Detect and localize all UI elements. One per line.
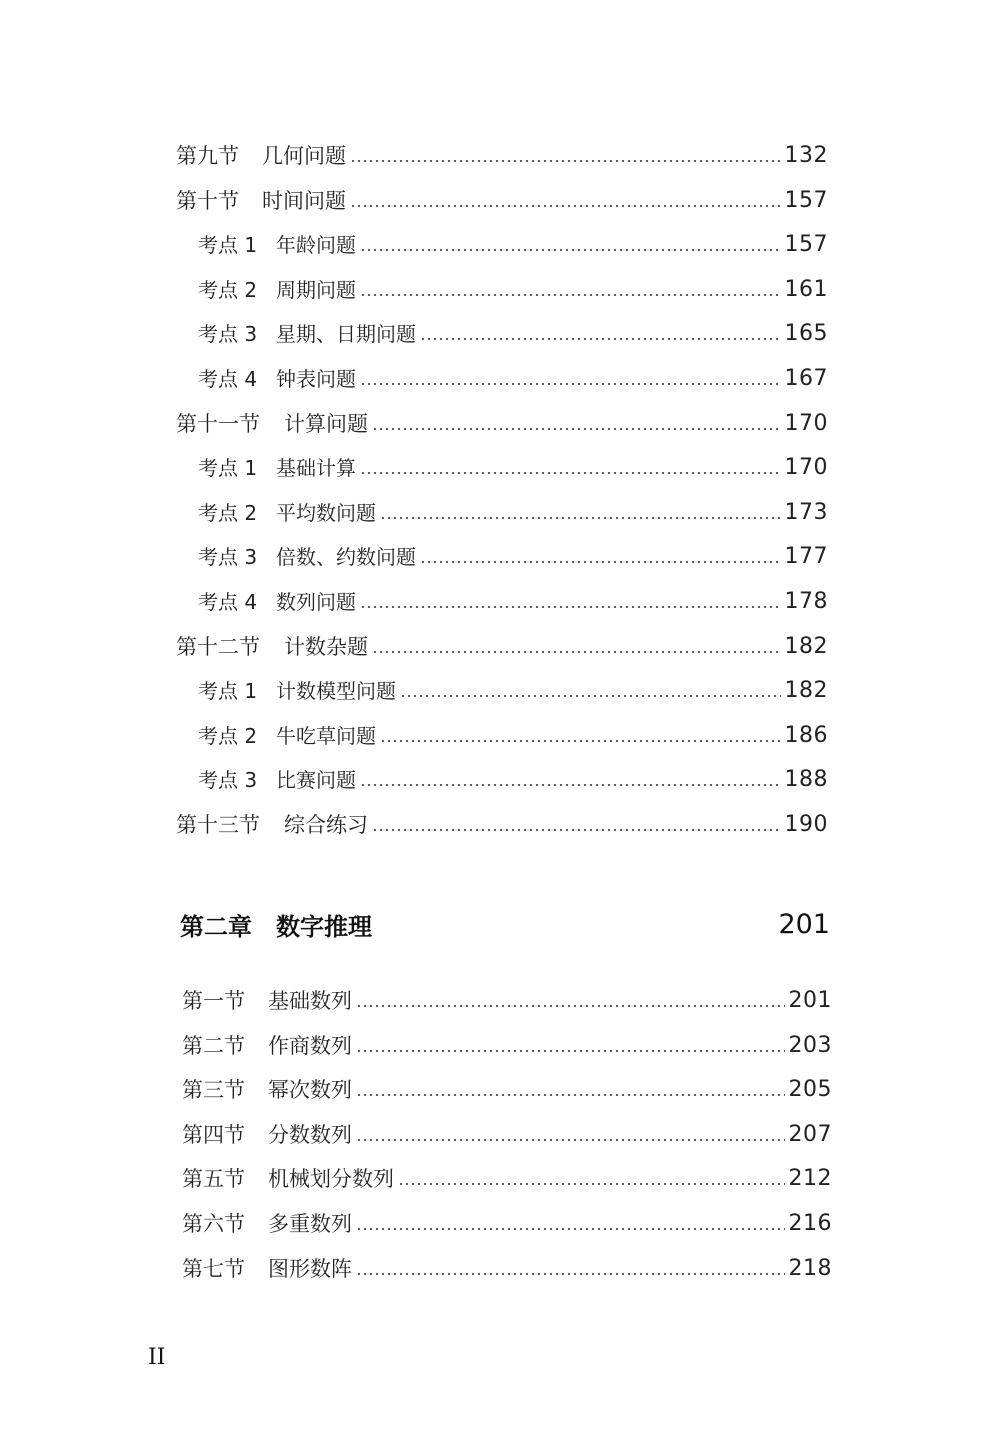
toc-entry [182,1159,832,1191]
toc-entry-page: 188 [784,767,828,793]
toc-entry-title: 计数杂题 [284,634,368,659]
toc-subentry [198,760,828,792]
dot-leader [398,1183,785,1185]
toc-entry-number: 考点 4 [198,590,258,614]
toc-entry-number: 第十一节 [176,411,260,436]
toc-entry-page: 167 [784,366,828,391]
toc-entry-page: 170 [784,410,828,436]
dot-leader [360,472,781,474]
toc-entry-number: 考点 4 [198,367,258,391]
dot-leader [356,1273,785,1275]
toc-entry-title: 牛吃草问题 [276,723,376,748]
toc-entry-title: 平均数问题 [276,500,376,525]
toc-entry [182,1115,832,1147]
toc-entry-title: 倍数、约数问题 [276,545,416,570]
toc-entry-title: 比赛问题 [276,768,356,793]
toc-entry-number: 考点 2 [198,723,258,748]
toc-entry-number: 考点 1 [198,233,258,258]
toc-entry-page: 161 [784,276,828,302]
toc-entry-number: 第一节 [182,989,245,1013]
dot-leader [360,606,781,608]
dot-leader [360,784,781,786]
chapter-heading [180,904,830,944]
toc-entry-number: 考点 3 [198,322,258,347]
chapter-page-number: 201 [778,908,830,940]
dot-leader [356,1094,785,1096]
toc-subentry [198,270,828,302]
toc-entry-title: 图形数阵 [268,1256,352,1281]
toc-entry [182,1249,832,1281]
toc-entry-page: 182 [784,678,828,704]
toc-entry [176,404,828,436]
toc-entry-page: 177 [784,544,828,570]
toc-entry-title: 基础数列 [268,989,352,1013]
toc-entry-page: 186 [784,722,828,748]
toc-entry-number: 第四节 [182,1122,245,1147]
toc-entry-title: 幂次数列 [268,1078,352,1103]
toc-entry [176,181,828,213]
dot-leader [356,1139,785,1141]
chapter-title: 第二章 数字推理 [180,912,372,941]
toc-entry-page: 216 [788,1211,832,1236]
toc-entry-title: 时间问题 [262,188,346,213]
toc-entry-number: 第五节 [182,1167,245,1192]
toc-entry-title: 机械划分数列 [268,1167,394,1192]
toc-entry [182,981,832,1013]
toc-entry-title: 计数模型问题 [276,679,396,704]
dot-leader [372,829,781,831]
toc-entry-title: 作商数列 [268,1033,352,1058]
dot-leader [372,651,781,653]
toc-entry-title: 钟表问题 [276,367,356,391]
toc-entry-number: 第六节 [182,1212,245,1236]
toc-entry-page: 165 [784,321,828,347]
dot-leader [420,338,781,340]
toc-entry-number: 第十节 [176,188,239,213]
toc-entry [182,1070,832,1102]
toc-subentry [198,716,828,748]
toc-entry-page: 205 [788,1077,832,1103]
toc-entry-number: 考点 3 [198,768,258,793]
toc-entry [182,1026,832,1058]
toc-subentry [198,448,828,480]
toc-entry-number: 第十三节 [176,813,260,837]
dot-leader [360,383,781,385]
toc-entry-title: 周期问题 [276,277,356,302]
dot-leader [360,249,781,251]
dot-leader [360,294,781,296]
toc-entry-title: 星期、日期问题 [276,322,416,347]
toc-entry-number: 第十二节 [176,634,260,659]
toc-entry-page: 190 [784,812,828,837]
toc-entry-number: 考点 2 [198,500,258,525]
dot-leader [356,1228,785,1230]
toc-entry-page: 182 [784,633,828,659]
toc-entry-number: 考点 1 [198,679,258,704]
toc-entry-number: 第三节 [182,1078,245,1103]
toc-entry-number: 考点 2 [198,277,258,302]
toc-subentry [198,537,828,569]
dot-leader [350,205,781,207]
toc-entry-number: 第二节 [182,1033,245,1058]
toc-entry-page: 157 [784,187,828,213]
toc-entry-page: 218 [788,1255,832,1281]
toc-entry [176,136,828,168]
toc-entry-number: 第七节 [182,1256,245,1281]
toc-entry-page: 157 [784,232,828,258]
dot-leader [356,1050,785,1052]
toc-subentry [198,493,828,525]
toc-entry-page: 173 [784,499,828,525]
dot-leader [350,160,781,162]
toc-entry [182,1204,832,1236]
toc-entry [176,805,828,837]
dot-leader [420,561,781,563]
toc-subentry [198,582,828,614]
dot-leader [372,428,781,430]
toc-subentry [198,314,828,346]
footer-page-number: II [148,1345,166,1370]
toc-subentry [198,671,828,703]
toc-entry [176,627,828,659]
toc-entry-number: 考点 3 [198,545,258,570]
toc-entry-title: 多重数列 [268,1212,352,1236]
toc-subentry [198,359,828,391]
toc-entry-page: 203 [788,1032,832,1058]
toc-entry-title: 几何问题 [262,144,346,168]
dot-leader [356,1005,785,1007]
toc-entry-number: 考点 1 [198,456,258,481]
toc-entry-title: 计算问题 [284,411,368,436]
dot-leader [380,740,781,742]
toc-entry-page: 212 [788,1166,832,1192]
toc-entry-title: 基础计算 [276,456,356,481]
dot-leader [400,695,781,697]
toc-entry-page: 207 [788,1121,832,1147]
toc-entry-title: 综合练习 [284,813,368,837]
toc-entry-page: 132 [784,143,828,168]
toc-entry-number: 第九节 [176,144,239,168]
toc-entry-title: 分数数列 [268,1122,352,1147]
toc-entry-title: 年龄问题 [276,233,356,258]
toc-entry-page: 178 [784,589,828,614]
toc-entry-title: 数列问题 [276,590,356,614]
toc-entry-page: 201 [788,988,832,1013]
dot-leader [380,517,781,519]
toc-entry-page: 170 [784,455,828,481]
toc-subentry [198,225,828,257]
